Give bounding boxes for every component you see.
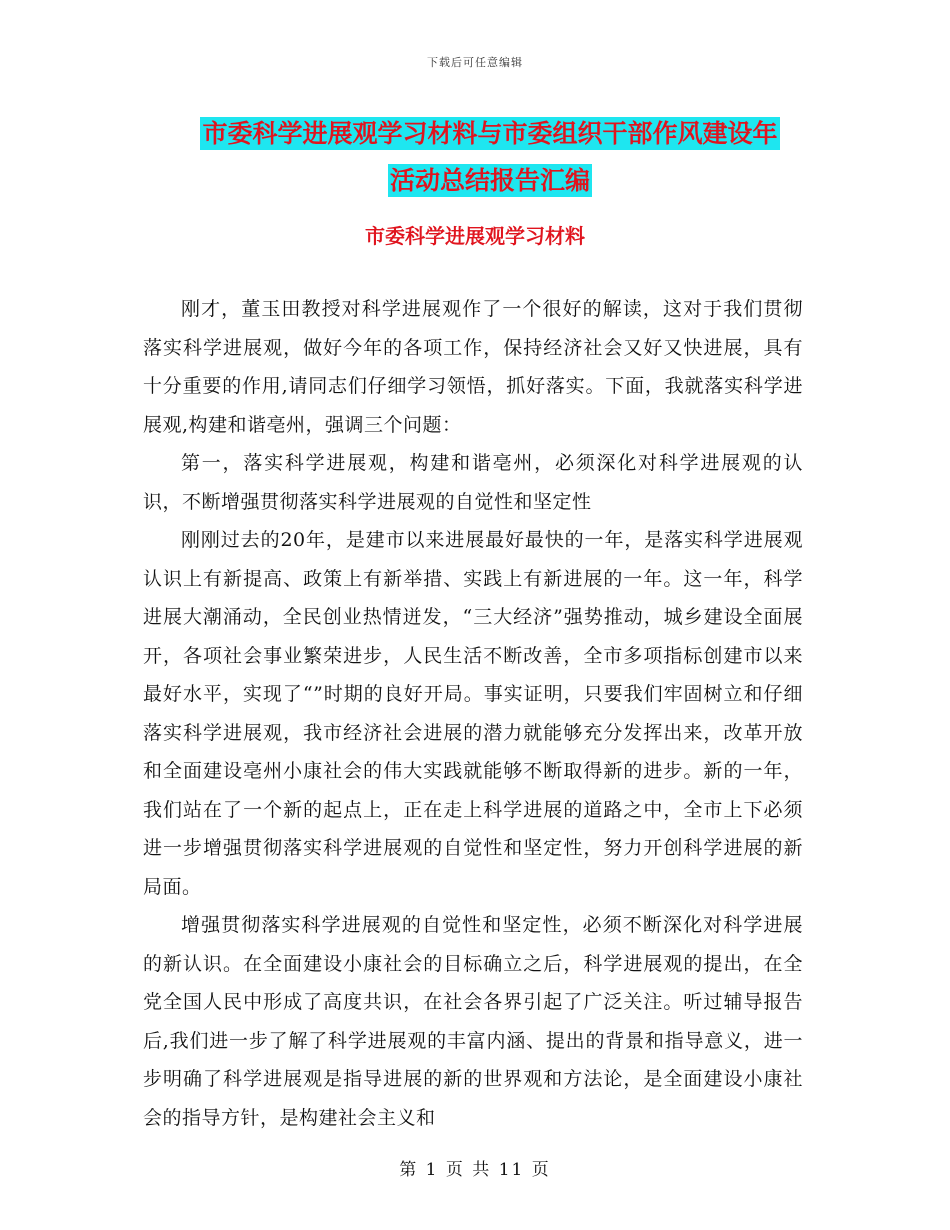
document-title-line-2: 活动总结报告汇编 (389, 166, 590, 195)
page-footer-number: 第 1 页 共 11 页 (399, 1160, 551, 1180)
page-header-note: 下载后可任意编辑 (427, 56, 523, 69)
body-paragraph: 刚才，董玉田教授对科学进展观作了一个很好的解读，这对于我们贯彻落实科学进展观，做好今年的各项工作，保持经济社会又好又快进展，具有十分重要的作用,请同志们仔细学习领悟，抓好落实。下面，我就落实科学进展观,构建和谐亳州，强调三个问题： (143, 298, 803, 436)
document-title-line-1: 市委科学进展观学习材料与市委组织干部作风建设年 (202, 119, 778, 148)
body-paragraph: 第一，落实科学进展观，构建和谐亳州，必须深化对科学进展观的认识，不断增强贯彻落实科学进展观的自觉性和坚定性 (143, 452, 803, 513)
document-title (160, 110, 820, 204)
section-title: 市委科学进展观学习材料 (365, 224, 585, 248)
body-paragraph: 刚刚过去的20年，是建市以来进展最好最快的一年，是落实科学进展观认识上有新提高、政策上有新举措、实践上有新进展的一年。这一年，科学进展大潮涌动，全民创业热情迸发，“三大经济”强势推动，城乡建设全面展开，各项社会事业繁荣进步，人民生活不断改善，全市多项指标创建市以来最好水平，实现了“”时期的良好开局。事实证明，只要我们牢固树立和仔细落实科学进展观，我市经济社会进展的潜力就能够充分发挥出来，改革开放和全面建设亳州小康社会的伟大实践就能够不断取得新的进步。新的一年，我们站在了一个新的起点上，正在走上科学进展的道路之中，全市上下必须进一步增强贯彻落实科学进展观的自觉性和坚定性，努力开创科学进展的新局面。 (143, 529, 803, 898)
document-body (143, 290, 803, 1137)
body-paragraph: 增强贯彻落实科学进展观的自觉性和坚定性，必须不断深化对科学进展的新认识。在全面建设小康社会的目标确立之后，科学进展观的提出，在全党全国人民中形成了高度共识，在社会各界引起了广泛关注。听过辅导报告后,我们进一步了解了科学进展观的丰富内涵、提出的背景和指导意义，进一步明确了科学进展观是指导进展的新的世界观和方法论，是全面建设小康社会的指导方针，是构建社会主义和 (143, 914, 803, 1129)
